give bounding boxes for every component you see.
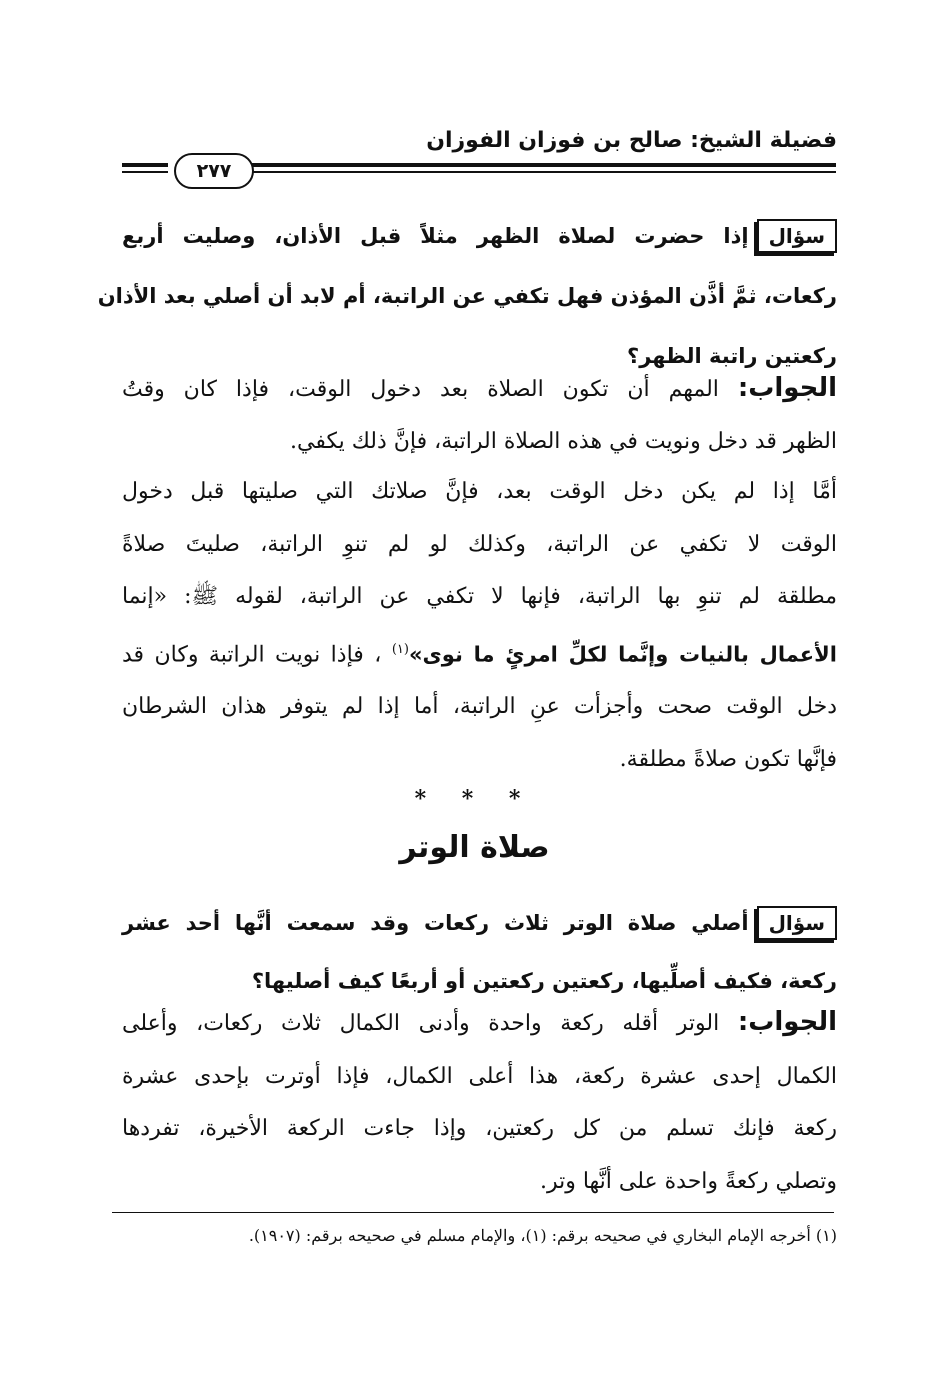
question-tag: سؤال	[757, 219, 837, 253]
answer-1-p2-line-1: أمَّا إذا لم يكن دخل الوقت بعد، فإنَّ صلاتك التي صليتها قبل دخول	[122, 479, 837, 504]
answer-2-line-1: الوتر أقله ركعة واحدة وأدنى الكمال ثلاث ركعات، وأعلى	[122, 1011, 720, 1036]
answer-1-p2-line-2: الوقت لا تكفي عن الراتبة، وكذلك لو لم تنوِ الراتبة، صليتَ صلاةً	[122, 531, 837, 557]
answer-2-line-2: الكمال إحدى عشرة ركعة، هذا أعلى الكمال، فإذا أوترت بإحدى عشرة	[122, 1063, 837, 1089]
rule-thin-left	[122, 171, 168, 173]
section-separator: * * *	[414, 786, 535, 812]
question-1-line-2: ركعات، ثمَّ أذَّن المؤذن فهل تكفي عن الراتبة، أم لابد أن أصلي بعد الأذان	[97, 284, 837, 308]
answer-1-p2-line-5: دخل الوقت صحت وأجزأت عنِ الراتبة، أما إذا لم يتوفر هذان الشرطان	[122, 694, 837, 720]
answer-label: الجواب:	[737, 373, 838, 403]
question-1-line-1: إذا حضرت لصلاة الظهر مثلاً قبل الأذان، وصليت أربع	[122, 224, 749, 248]
question-1-line-3: ركعتين راتبة الظهر؟	[627, 344, 837, 368]
answer-2-line-3: ركعة فإنك تسلم من كل ركعتين، وإذا جاءت الركعة الأخيرة، تفردها	[122, 1116, 837, 1141]
question-tag: سؤال	[757, 906, 837, 940]
running-title: فضيلة الشيخ: صالح بن فوزان الفوزان	[426, 128, 837, 153]
page-number: ٢٧٧	[174, 153, 254, 189]
answer-2	[122, 996, 837, 1208]
answer-1-paragraph-2	[122, 466, 837, 786]
section-title: صلاة الوتر	[399, 830, 550, 865]
answer-1-line-1: المهم أن تكون الصلاة بعد دخول الوقت، فإذا كان وقتُ	[122, 377, 719, 402]
question-1	[97, 206, 837, 386]
answer-label: الجواب:	[737, 1007, 837, 1037]
question-2	[122, 894, 837, 1010]
answer-1-p2-line-6: فإنَّها تكون صلاةً مطلقة.	[619, 746, 837, 772]
answer-1-p2-line-3: مطلقة لم تنوِ بها الراتبة، فإنها لا تكفي عن الراتبة، لقوله ﷺ: «إنما	[122, 584, 837, 609]
question-2-line-1: أصلي صلاة الوتر ثلاث ركعات وقد سمعت أنَّها أحد عشر	[122, 911, 749, 935]
answer-1	[122, 362, 837, 468]
question-2-line-2: ركعة، فكيف أصلِّيها، ركعتين ركعتين أو أربعًا كيف أصليها؟	[251, 969, 837, 993]
after-hadith: ، فإذا نويت الراتبة وكان قد	[122, 641, 382, 667]
footnote-separator	[112, 1212, 834, 1213]
rule-thick-right	[244, 163, 836, 167]
rule-thick-left	[122, 163, 168, 167]
footnote: (١) أخرجه الإمام البخاري في صحيحه برقم: (١)، والإمام مسلم في صحيحه برقم: (١٩٠٧).	[248, 1226, 837, 1245]
answer-1-line-2: الظهر قد دخل ونويت في هذه الصلاة الراتبة، فإنَّ ذلك يكفي.	[290, 429, 837, 454]
header-rule	[122, 158, 836, 180]
answer-2-line-4: وتصلي ركعةً واحدة على أنَّها وتر.	[539, 1168, 837, 1194]
hadith-text: الأعمال بالنيات وإنَّما لكلِّ امرئٍ ما نوى»	[408, 641, 837, 666]
rule-thin-right	[244, 171, 836, 173]
footnote-marker: (١)	[391, 641, 409, 657]
